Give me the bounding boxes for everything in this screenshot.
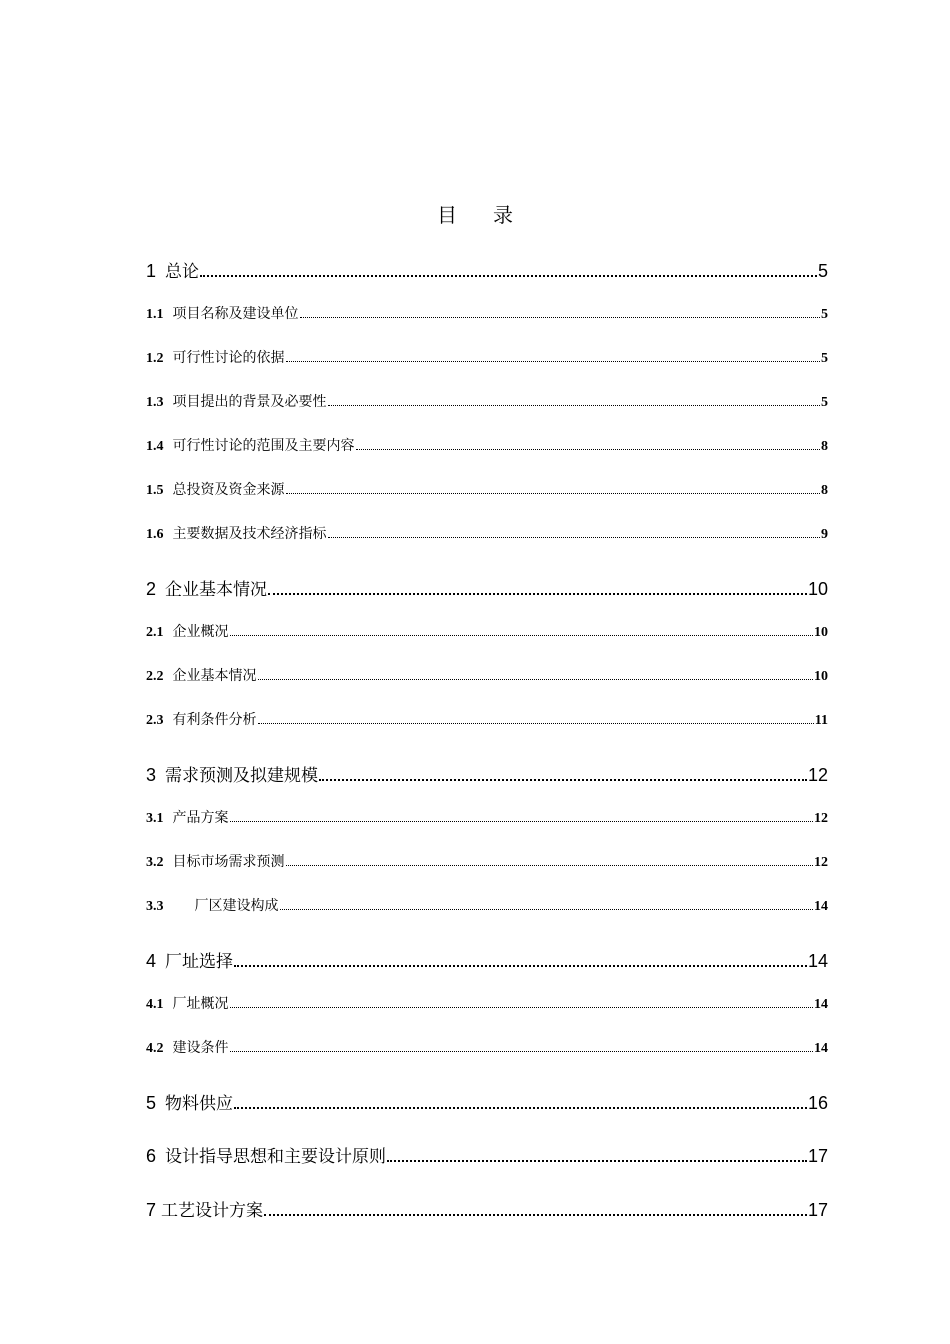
- toc-entry-1-6[interactable]: [146, 523, 828, 545]
- toc-entry-title: 目标市场需求预测: [172, 854, 285, 870]
- toc-entry-2-1[interactable]: [146, 621, 828, 643]
- toc-entry-number: 6: [146, 1146, 157, 1166]
- toc-entry-title: 可行性讨论的范围及主要内容: [172, 438, 355, 454]
- toc-entry-title: 工艺设计方案: [161, 1201, 264, 1221]
- toc-entry-page: 5: [821, 307, 828, 322]
- dot-leader: [356, 446, 821, 450]
- toc-entry-page: 9: [821, 527, 828, 542]
- dot-leader: [234, 1105, 807, 1109]
- toc-title: 目录: [437, 203, 549, 227]
- toc-entry-page: 17: [807, 1146, 828, 1166]
- toc-entry-page: 14: [814, 997, 828, 1012]
- toc-entry-2[interactable]: [146, 575, 828, 601]
- toc-entry-3[interactable]: [146, 761, 828, 787]
- dot-leader: [230, 818, 814, 822]
- toc-entry-title: 企业基本情况: [165, 580, 268, 600]
- toc-entry-title: 总投资及资金来源: [172, 482, 285, 498]
- toc-entry-title: 产品方案: [172, 810, 229, 826]
- toc-entry-number: 2.2: [146, 669, 164, 684]
- toc-entry-3-1[interactable]: [146, 807, 828, 829]
- toc-entry-number: 1.6: [146, 527, 164, 542]
- toc-entry-title: 物料供应: [165, 1094, 234, 1114]
- toc-entry-page: 17: [807, 1200, 828, 1220]
- toc-entry-number: 1.3: [146, 395, 164, 410]
- toc-entry-1-4[interactable]: [146, 435, 828, 457]
- dot-leader: [319, 777, 807, 781]
- toc-entry-number: 2.3: [146, 713, 164, 728]
- toc-entry-page: 5: [821, 395, 828, 410]
- toc-entry-3-3[interactable]: [146, 895, 828, 917]
- toc-entry-number: 4.2: [146, 1041, 164, 1056]
- dot-leader: [286, 862, 814, 866]
- toc-entry-page: 10: [807, 579, 828, 599]
- toc-entry-title: 主要数据及技术经济指标: [172, 526, 327, 542]
- toc-entry-title: 厂址选择: [165, 952, 234, 972]
- dot-leader: [230, 1048, 814, 1052]
- toc-entry-2-3[interactable]: [146, 709, 828, 731]
- dot-leader: [268, 591, 807, 595]
- toc-entry-title: 总论: [165, 262, 200, 282]
- toc-entry-title: 厂址概况: [172, 996, 229, 1012]
- toc-entry-3-2[interactable]: [146, 851, 828, 873]
- table-of-contents: [146, 0, 828, 1344]
- toc-entry-title: 建设条件: [172, 1040, 229, 1056]
- toc-entry-page: 5: [821, 351, 828, 366]
- toc-entry-title: 企业基本情况: [172, 668, 257, 684]
- toc-entry-page: 12: [807, 765, 828, 785]
- toc-entry-number: 1.2: [146, 351, 164, 366]
- toc-entry-5[interactable]: [146, 1089, 828, 1115]
- toc-entry-1-1[interactable]: [146, 303, 828, 325]
- toc-entry-title: 厂区建设构成: [194, 898, 279, 914]
- toc-entry-4-1[interactable]: [146, 993, 828, 1015]
- toc-entry-number: 2.1: [146, 625, 164, 640]
- toc-entry-title: 需求预测及拟建规模: [165, 766, 319, 786]
- dot-leader: [230, 1004, 814, 1008]
- toc-entry-2-2[interactable]: [146, 665, 828, 687]
- toc-entry-number: 2: [146, 579, 157, 599]
- toc-entry-page: 14: [814, 899, 828, 914]
- dot-leader: [286, 358, 821, 362]
- dot-leader: [387, 1158, 807, 1162]
- toc-entry-page: 16: [807, 1093, 828, 1113]
- toc-entry-number: 3.3: [146, 899, 164, 914]
- toc-entry-number: 1.5: [146, 483, 164, 498]
- toc-entry-4-2[interactable]: [146, 1037, 828, 1059]
- toc-entry-title: 可行性讨论的依据: [172, 350, 285, 366]
- dot-leader: [280, 906, 814, 910]
- toc-entry-page: 8: [821, 439, 828, 454]
- dot-leader: [286, 490, 821, 494]
- toc-entry-number: 7: [146, 1200, 157, 1220]
- toc-entry-title: 设计指导思想和主要设计原则: [165, 1147, 387, 1167]
- toc-entry-page: 5: [817, 261, 828, 281]
- toc-entry-title: 项目名称及建设单位: [172, 306, 299, 322]
- toc-entry-page: 8: [821, 483, 828, 498]
- toc-entry-1-3[interactable]: [146, 391, 828, 413]
- toc-entry-number: 3.1: [146, 811, 164, 826]
- toc-entry-7[interactable]: [146, 1196, 828, 1222]
- toc-entry-title: 企业概况: [172, 624, 229, 640]
- toc-entry-title: 项目提出的背景及必要性: [172, 394, 327, 410]
- toc-entry-number: 4: [146, 951, 157, 971]
- dot-leader: [328, 402, 821, 406]
- dot-leader: [234, 963, 807, 967]
- toc-entry-1[interactable]: [146, 257, 828, 283]
- dot-leader: [300, 314, 821, 318]
- toc-entry-page: 12: [814, 855, 828, 870]
- toc-entry-number: 3: [146, 765, 157, 785]
- toc-entry-title: 有利条件分析: [172, 712, 257, 728]
- dot-leader: [200, 273, 817, 277]
- toc-entry-1-2[interactable]: [146, 347, 828, 369]
- toc-entry-number: 1: [146, 261, 157, 281]
- toc-entry-number: 1.4: [146, 439, 164, 454]
- toc-entry-4[interactable]: [146, 947, 828, 973]
- dot-leader: [230, 632, 814, 636]
- dot-leader: [258, 676, 814, 680]
- toc-entry-number: 5: [146, 1093, 157, 1113]
- dot-leader: [264, 1212, 807, 1216]
- toc-entry-page: 12: [814, 811, 828, 826]
- toc-entry-number: 1.1: [146, 307, 164, 322]
- dot-leader: [328, 534, 821, 538]
- toc-entry-page: 14: [814, 1041, 828, 1056]
- toc-entry-number: 4.1: [146, 997, 164, 1012]
- toc-entry-page: 10: [814, 625, 828, 640]
- toc-entry-6[interactable]: [146, 1142, 828, 1168]
- toc-entry-page: 10: [814, 669, 828, 684]
- toc-entry-number: 3.2: [146, 855, 164, 870]
- dot-leader: [258, 720, 814, 724]
- toc-entry-page: 11: [814, 713, 828, 728]
- toc-entry-1-5[interactable]: [146, 479, 828, 501]
- toc-entry-page: 14: [807, 951, 828, 971]
